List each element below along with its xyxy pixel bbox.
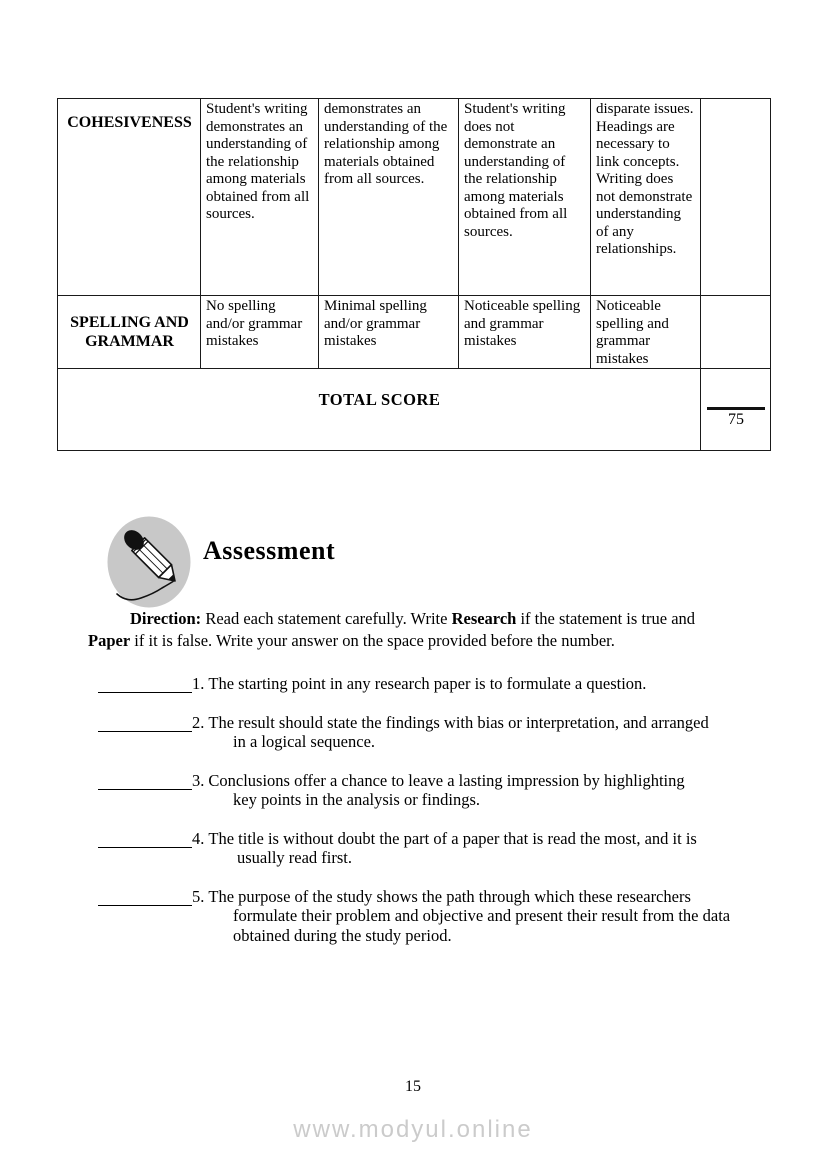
direction-segment: Read each statement carefully. Write [205,609,448,628]
item-number: 3. [192,770,205,790]
rubric-row-label: COHESIVENESS [58,99,201,296]
total-score-cell [701,369,771,451]
table-row [58,296,771,369]
assessment-item [98,771,748,810]
direction-text [88,608,750,652]
item-text: in a logical sequence. [233,732,376,751]
total-score-label: TOTAL SCORE [58,369,701,451]
direction-label: Direction: [130,609,202,628]
rubric-row-label: SPELLING AND GRAMMAR [58,296,201,369]
rubric-cell: Noticeable spelling and grammar mistakes [459,296,591,369]
section-title: Assessment [203,536,336,565]
score-underline [707,407,765,410]
item-text: key points in the analysis or findings. [233,790,481,809]
item-number: 5. [192,886,205,906]
item-number: 2. [192,712,205,732]
total-score-value: 75 [728,411,744,428]
assessment-item [98,713,748,752]
assessment-items [98,674,748,964]
answer-blank [98,830,192,848]
item-text: usually read first. [237,848,353,867]
rubric-cell: No spelling and/or grammar mistakes [201,296,319,369]
item-text: The title is without doubt the part of a paper that is read the most, and it is [208,828,697,848]
assessment-item [98,674,748,694]
table-row [58,99,771,296]
rubric-table [57,98,771,451]
page-number: 15 [405,1078,421,1095]
pencil-icon [107,515,192,609]
item-text: The starting point in any research paper is to formulate a question. [208,674,647,693]
rubric-cell: Noticeable spelling and grammar mistakes [591,296,701,369]
direction-keyword-paper: Paper [88,631,131,650]
item-text: The result should state the findings with bias or interpretation, and arranged [208,712,709,732]
item-number: 1. [192,674,205,693]
rubric-cell: Student's writing demonstrates an understanding of the relationship among materials obtained from all sources. [201,99,319,296]
direction-keyword-research: Research [451,609,517,628]
direction-segment: if it is false. Write your answer on the space provided before the number. [134,631,615,650]
rubric-cell: Minimal spelling and/or grammar mistakes [319,296,459,369]
table-row [58,369,771,451]
rubric-score-cell [701,296,771,369]
answer-blank [98,675,192,693]
item-text: Conclusions offer a chance to leave a lasting impression by highlighting [208,770,685,790]
item-number: 4. [192,828,205,848]
rubric-cell: Student's writing does not demonstrate an understanding of the relationship among materials obtained from all sources. [459,99,591,296]
answer-blank [98,888,192,906]
rubric-score-cell [701,99,771,296]
rubric-cell: demonstrates an understanding of the relationship among materials obtained from all sources. [319,99,459,296]
item-text: obtained during the study period. [233,925,452,945]
assessment-item [98,887,748,946]
watermark: www.modyul.online [293,1116,533,1143]
answer-blank [98,772,192,790]
answer-blank [98,714,192,732]
assessment-item [98,829,748,868]
direction-segment: if the statement is true and [520,609,696,628]
rubric-cell: disparate issues. Headings are necessary to link concepts. Writing does not demonstrate understanding of any relationships. [591,99,701,296]
item-text: The purpose of the study shows the path through which these researchers [208,886,691,906]
item-text: formulate their problem and objective and present their result from the data [233,906,731,925]
